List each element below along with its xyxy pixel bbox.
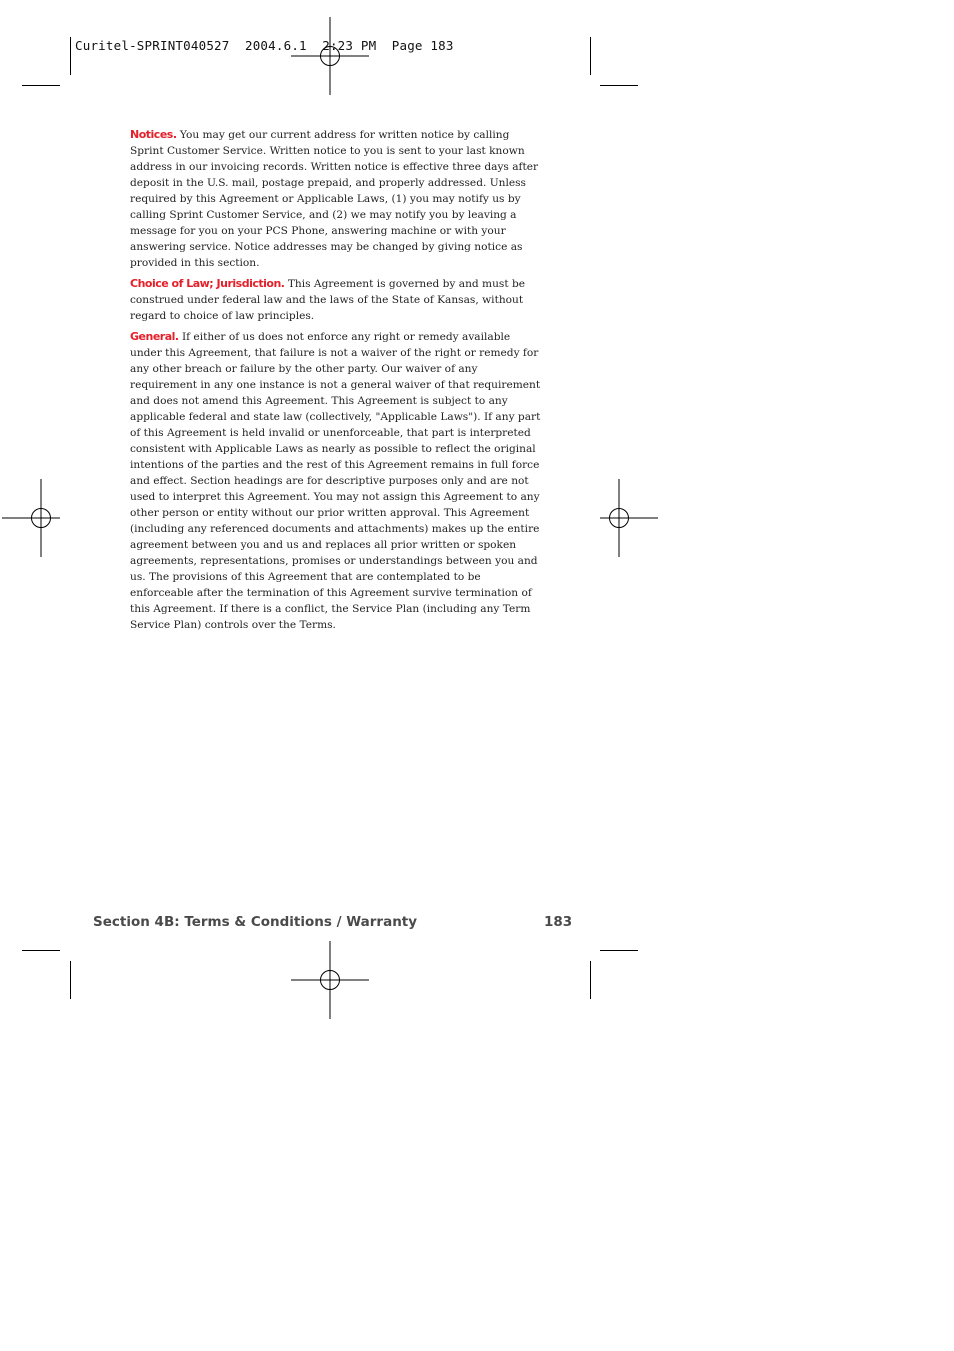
registration-mark-left-icon: [2, 479, 80, 557]
crop-mark-top-right-vertical: [590, 37, 591, 75]
crop-mark-bottom-right-horizontal: [600, 950, 638, 951]
registration-mark-right-icon: [580, 479, 658, 557]
choice-of-law-paragraph: [130, 276, 544, 324]
choice-of-law-text: This Agreement is governed by and must be construed under federal law and the laws of the State of Kansas, without regard to choice of law principles.: [130, 278, 526, 322]
general-heading: General.: [130, 330, 179, 343]
section-footer-title: Section 4B: Terms & Conditions / Warranty: [93, 914, 418, 930]
notices-heading: Notices.: [130, 128, 177, 141]
crop-mark-bottom-right-vertical: [590, 961, 591, 999]
crop-mark-top-right-horizontal: [600, 85, 638, 86]
crop-mark-top-left-vertical: [70, 37, 71, 75]
general-text: If either of us does not enforce any right or remedy available under this Agreement, that failure is not a waiver of the right or remedy for any other breach or failure by the other party. Our waiver of any requirement in any one instance is not a general waiver of that requirement and does not amend this Agreement. This Agreement is subject to any applicable federal and state law (collectively, "Applicable Laws"). If any part of this Agreement is held invalid or unenforceable, that part is interpreted consistent with Applicable Laws as nearly as possible to reflect the original intentions of the parties and the rest of this Agreement remains in full force and effect. Section headings are for descriptive purposes only and are not used to interpret this Agreement. You may not assign this Agreement to any other person or entity without our prior written approval. This Agreement (including any referenced documents and attachments) makes up the entire agreement between you and us and replaces all prior written or spoken agreements, representations, promises or understandings between you and us. The provisions of this Agreement that are contemplated to be enforceable after the termination of this Agreement survive termination of this Agreement. If there is a conflict, the Service Plan (including any Term Service Plan) controls over the Terms.: [130, 331, 541, 631]
crop-mark-bottom-left-horizontal: [22, 950, 60, 951]
body-content: [130, 127, 544, 638]
registration-mark-bottom-icon: [291, 941, 369, 1019]
registration-mark-top-icon: [291, 17, 369, 95]
crop-mark-top-left-horizontal: [22, 85, 60, 86]
crop-mark-bottom-left-vertical: [70, 961, 71, 999]
general-paragraph: [130, 329, 544, 633]
page-number: 183: [544, 914, 573, 930]
choice-of-law-heading: Choice of Law; Jurisdiction.: [130, 277, 285, 290]
printer-slug-line: Curitel-SPRINT040527 2004.6.1 2:23 PM Page 183: [75, 38, 454, 53]
notices-paragraph: [130, 127, 544, 271]
notices-text: You may get our current address for written notice by calling Sprint Customer Service. Written notice to you is sent to your last known address in our invoicing records. Written notice is effective three days after deposit in the U.S. mail, postage prepaid, and properly addressed. Unless required by this Agreement or Applicable Laws, (1) you may notify us by calling Sprint Customer Service, and (2) we may notify you by leaving a message for you on your PCS Phone, answering machine or with your answering service. Notice addresses may be changed by giving notice as provided in this section.: [130, 129, 539, 269]
